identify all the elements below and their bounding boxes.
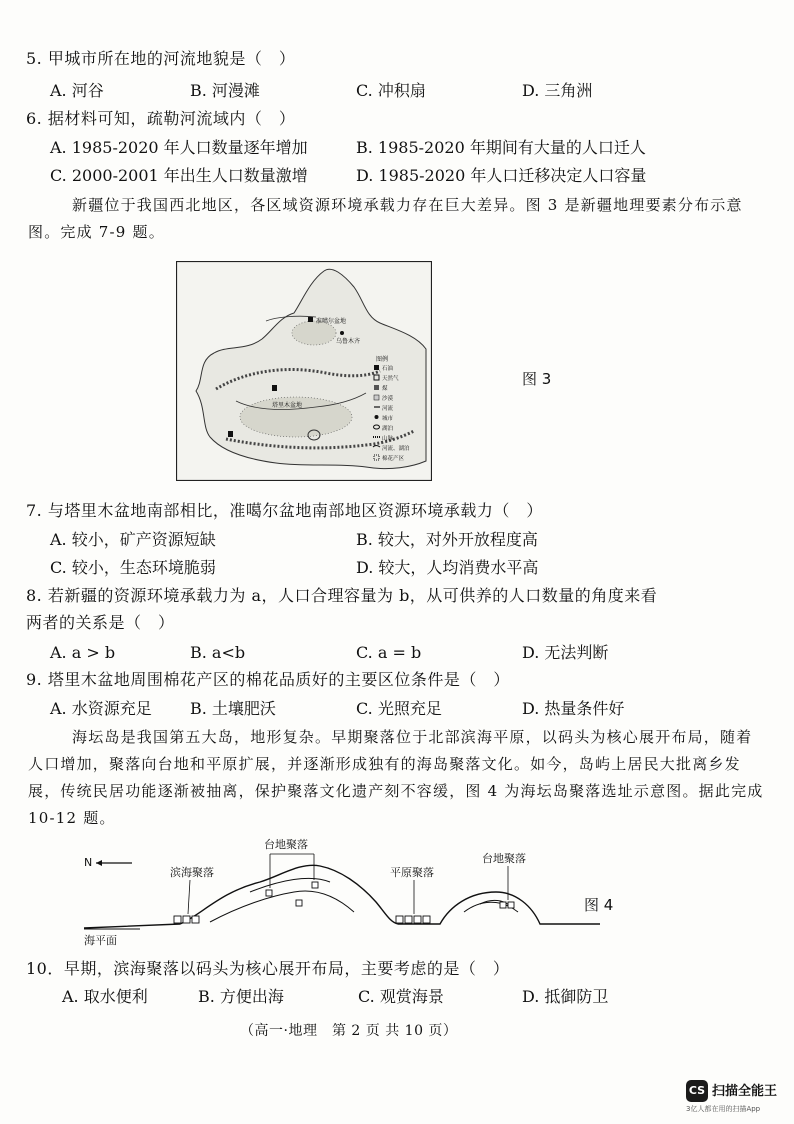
camscanner-logo-icon: CS [686, 1080, 708, 1102]
question-6-stem: 6. 据材料可知，疏勒河流域内（ ） [26, 109, 296, 128]
q6-option-d: D. 1985-2020 年人口迁移决定人口容量 [356, 166, 647, 185]
q5-option-b: B. 河漫滩 [190, 81, 260, 100]
q7-option-d: D. 较大，人均消费水平高 [356, 558, 539, 577]
q10-option-d: D. 抵御防卫 [522, 987, 609, 1006]
q5-option-a: A. 河谷 [50, 81, 104, 100]
q6-option-c: C. 2000-2001 年出生人口数量激增 [50, 166, 308, 185]
legend-item: 河流 [382, 406, 394, 412]
legend-item: 湖泊 [382, 426, 394, 432]
question-10-stem: 10．早期，滨海聚落以码头为核心展开布局，主要考虑的是（ ） [26, 959, 510, 978]
q10-option-b: B. 方便出海 [198, 987, 284, 1006]
q9-option-b: B. 土壤肥沃 [190, 699, 276, 718]
camscanner-name: 扫描全能王 [712, 1084, 778, 1099]
legend-item: 城市 [382, 416, 394, 422]
passage-xinjiang [28, 192, 768, 246]
q8-option-a: A. a > b [50, 643, 116, 662]
q7-option-b: B. 较大，对外开放程度高 [356, 530, 538, 549]
figure-4-label: 图 4 [584, 896, 614, 914]
q7-option-c: C. 较小，生态环境脆弱 [50, 558, 216, 577]
question-7-stem: 7. 与塔里木盆地南部相比，准噶尔盆地南部地区资源环境承载力（ ） [26, 501, 543, 520]
question-8-stem: 8. 若新疆的资源环境承载力为 a，人口合理容量为 b，从可供养的人口数量的角度来看 [26, 586, 658, 605]
q10-option-c: C. 观赏海景 [358, 987, 444, 1006]
q9-option-d: D. 热量条件好 [522, 699, 625, 718]
label-plain-settlement: 平原聚落 [390, 866, 434, 879]
legend-item: 天然气 [382, 376, 399, 382]
legend-item: 煤 [382, 386, 388, 392]
page-footer: （高一·地理 第 2 页 共 10 页） [240, 1023, 458, 1039]
q8-option-d: D. 无法判断 [522, 643, 609, 662]
q9-option-a: A. 水资源充足 [50, 699, 152, 718]
question-8-stem-cont: 两者的关系是（ ） [26, 613, 175, 632]
q8-option-c: C. a = b [356, 643, 422, 662]
map-label-junggar: 准噶尔盆地 [316, 318, 347, 325]
label-coastal-settlement: 滨海聚落 [170, 866, 214, 879]
label-terrace-settlement-1: 台地聚落 [264, 838, 308, 851]
map-label-urumqi: 乌鲁木齐 [336, 338, 361, 345]
q9-option-c: C. 光照充足 [356, 699, 442, 718]
legend-item: 棉花产区 [382, 456, 405, 462]
figure-3-map [176, 261, 432, 481]
q5-option-d: D. 三角洲 [522, 81, 593, 100]
sea-level-label: 海平面 [84, 934, 117, 947]
camscanner-tagline: 3亿人都在用的扫描App [686, 1105, 761, 1113]
north-label: N [84, 856, 93, 869]
map-label-tarim: 塔里木盆地 [272, 402, 303, 409]
legend-item: 石油 [382, 366, 394, 372]
passage-xinjiang-text: 新疆位于我国西北地区，各区域资源环境承载力存在巨大差异。图 3 是新疆地理要素分布示意图。完成 7-9 题。 [28, 196, 743, 241]
q10-option-a: A. 取水便利 [62, 987, 148, 1006]
legend-item: 河流、湖泊 [382, 446, 410, 452]
passage-haitan-text: 海坛岛是我国第五大岛，地形复杂。早期聚落位于北部滨海平原，以码头为核心展开布局，随着人口增加，聚落向台地和平原扩展，并逐渐形成独有的海岛聚落文化。如今，岛屿上居民大批离乡发展，传统民居功能逐渐被抽离，保护聚落文化遗产刻不容缓，图 4 为海坛岛聚落选址示意图。据此完成 10-12 题。 [28, 728, 764, 827]
map-legend-title: 图例 [376, 356, 389, 363]
q8-option-b: B. a<b [190, 643, 246, 662]
legend-item: 沙漠 [382, 396, 394, 402]
q6-option-b: B. 1985-2020 年期间有大量的人口迁人 [356, 138, 646, 157]
passage-haitan [28, 724, 768, 832]
figure-4-profile [80, 836, 610, 960]
q6-option-a: A. 1985-2020 年人口数量逐年增加 [50, 138, 308, 157]
label-terrace-settlement-2: 台地聚落 [482, 852, 526, 865]
q5-option-c: C. 冲积扇 [356, 81, 426, 100]
figure-3-label: 图 3 [522, 370, 552, 388]
question-5-stem: 5. 甲城市所在地的河流地貌是（ ） [26, 49, 296, 68]
question-9-stem: 9. 塔里木盆地周围棉花产区的棉花品质好的主要区位条件是（ ） [26, 670, 510, 689]
legend-item: 山脉 [382, 436, 394, 442]
q7-option-a: A. 较小，矿产资源短缺 [50, 530, 216, 549]
